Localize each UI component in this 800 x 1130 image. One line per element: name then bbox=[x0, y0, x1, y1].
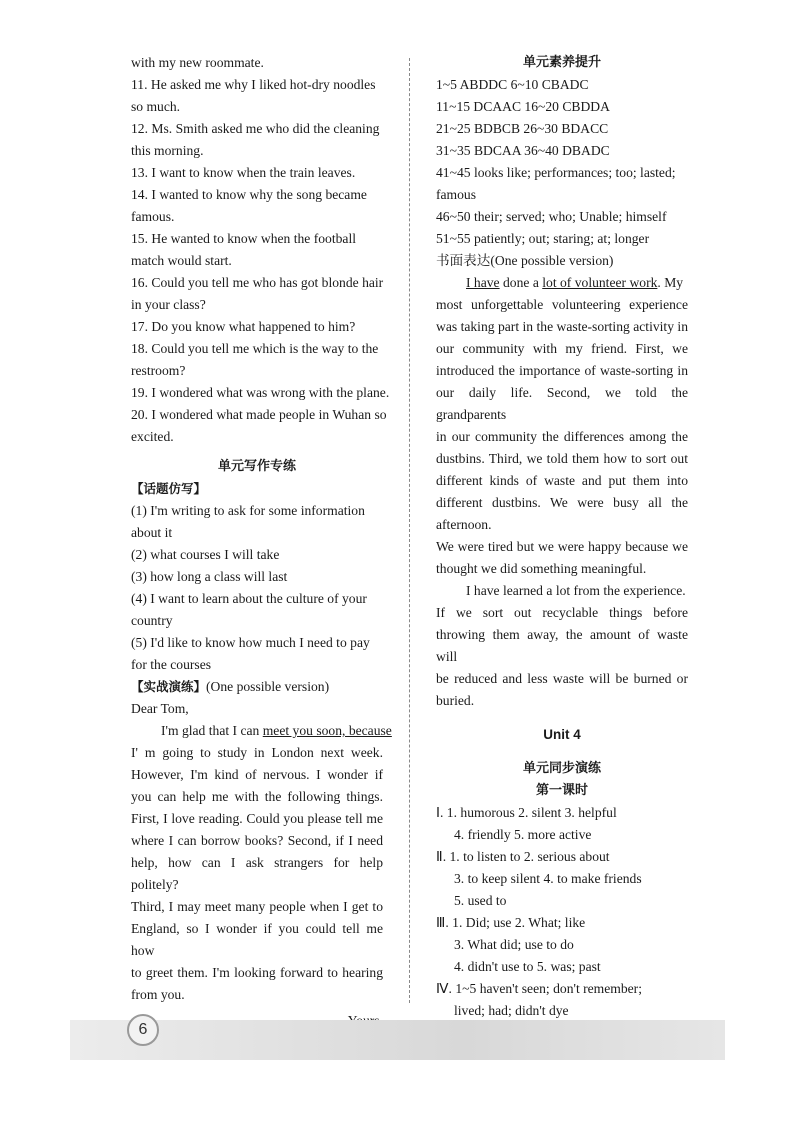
topic-line: about it bbox=[131, 525, 173, 540]
letter-line: However, I'm kind of nervous. I wonder if bbox=[131, 767, 383, 782]
essay-line: We were tired but we were happy because we bbox=[436, 539, 688, 554]
answer-line: this morning. bbox=[131, 143, 204, 158]
essay2-first: I have learned a lot from the experience. bbox=[466, 583, 686, 598]
answer-line: 14. I wanted to know why the song became bbox=[131, 187, 367, 202]
exercise-line: 3. to keep silent 4. to make friends bbox=[454, 871, 642, 886]
page-number: 6 bbox=[127, 1014, 159, 1046]
column-divider bbox=[409, 58, 410, 1003]
topic-line: for the courses bbox=[131, 657, 212, 672]
essay-text: done a bbox=[499, 275, 543, 290]
section-heading: 单元素养提升 bbox=[522, 55, 601, 70]
exercise-line: 4. didn't use to 5. was; past bbox=[454, 959, 601, 974]
essay-underlined: lot of volunteer work bbox=[542, 275, 658, 290]
letter-line: where I can borrow books? Second, if I need bbox=[131, 833, 383, 848]
answer-line: 41~45 looks like; performances; too; lasted; bbox=[436, 165, 676, 180]
left-column bbox=[131, 52, 392, 1054]
answer-line: 51~55 patiently; out; staring; at; longer bbox=[436, 231, 650, 246]
answer-line: 1~5 ABDDC 6~10 CBADC bbox=[436, 77, 589, 92]
topic-line: (1) I'm writing to ask for some information bbox=[131, 503, 365, 518]
answer-line: 21~25 BDBCB 26~30 BDACC bbox=[436, 121, 609, 136]
essay-line: dustbins. Third, we told them how to sort out bbox=[436, 451, 688, 466]
unit-title: Unit 4 bbox=[543, 727, 581, 742]
letter-line: Third, I may meet many people when I get to bbox=[131, 899, 383, 914]
essay-line: in our community the differences among the bbox=[436, 429, 688, 444]
exercise-line: Ⅲ. 1. Did; use 2. What; like bbox=[436, 915, 586, 930]
topic-label: 【话题仿写】 bbox=[131, 481, 207, 496]
exercise-line: 3. What did; use to do bbox=[454, 937, 574, 952]
letter-line: from you. bbox=[131, 987, 185, 1002]
exercise-line: Ⅱ. 1. to listen to 2. serious about bbox=[436, 849, 610, 864]
essay-line: throwing them away, the amount of waste will bbox=[436, 627, 688, 664]
letter-line: England, so I wonder if you could tell me how bbox=[131, 921, 383, 958]
essay-line: most unforgettable volunteering experience bbox=[436, 297, 688, 312]
answer-line: in your class? bbox=[131, 297, 206, 312]
essay-line: be reduced and less waste will be burned or bbox=[436, 671, 688, 686]
letter-first-text: I'm glad that I can bbox=[161, 723, 263, 738]
essay-underlined: I have bbox=[466, 275, 500, 290]
answer-line: 16. Could you tell me who has got blonde hair bbox=[131, 275, 384, 290]
answer-line: famous. bbox=[131, 209, 175, 224]
answer-line: 11~15 DCAAC 16~20 CBDDA bbox=[436, 99, 610, 114]
answer-line: so much. bbox=[131, 99, 181, 114]
right-column bbox=[436, 52, 688, 1044]
essay-line: was taking part in the waste-sorting activity in bbox=[436, 319, 688, 334]
answer-line: 18. Could you tell me which is the way to the bbox=[131, 341, 379, 356]
essay-first-line bbox=[436, 272, 688, 294]
writing-heading: 单元写作专练 bbox=[217, 459, 296, 474]
letter-line: I' m going to study in London next week. bbox=[131, 745, 383, 760]
answer-line: match would start. bbox=[131, 253, 232, 268]
practice-suffix: (One possible version) bbox=[206, 679, 330, 694]
exercise-line: Ⅳ. 1~5 haven't seen; don't remember; bbox=[436, 981, 642, 996]
practice-title bbox=[131, 676, 383, 698]
answer-line: 19. I wondered what was wrong with the plane. bbox=[131, 385, 390, 400]
answer-line: excited. bbox=[131, 429, 174, 444]
letter-line: help, how can I ask strangers for help politely? bbox=[131, 855, 383, 892]
practice-label: 【实战演练】 bbox=[131, 679, 207, 694]
letter-first-line bbox=[131, 720, 392, 742]
answer-line: 12. Ms. Smith asked me who did the cleaning bbox=[131, 121, 380, 136]
answer-line: with my new roommate. bbox=[131, 55, 264, 70]
exercise-line: 4. friendly 5. more active bbox=[454, 827, 592, 842]
exercise-line: 5. used to bbox=[454, 893, 507, 908]
topic-line: (5) I'd like to know how much I need to pay bbox=[131, 635, 370, 650]
answer-line: 20. I wondered what made people in Wuhan so bbox=[131, 407, 387, 422]
essay-line: introduced the importance of waste-sorting in bbox=[436, 363, 688, 378]
answer-line: 46~50 their; served; who; Unable; himself bbox=[436, 209, 667, 224]
letter-first-underlined: meet you soon, because bbox=[262, 723, 392, 738]
footer-bar bbox=[70, 1020, 725, 1060]
letter-greeting: Dear Tom, bbox=[131, 701, 189, 716]
essay-line: our community with my friend. First, we bbox=[436, 341, 688, 356]
answer-line: 11. He asked me why I liked hot-dry noodles bbox=[131, 77, 376, 92]
essay-line: buried. bbox=[436, 693, 475, 708]
letter-line: First, I love reading. Could you please tell me bbox=[131, 811, 383, 826]
lesson-heading: 第一课时 bbox=[535, 783, 588, 798]
answer-line: 17. Do you know what happened to him? bbox=[131, 319, 356, 334]
letter-line: to greet them. I'm looking forward to hearing bbox=[131, 965, 383, 980]
topic-line: (4) I want to learn about the culture of your bbox=[131, 591, 367, 606]
essay-line: thought we did something meaningful. bbox=[436, 561, 647, 576]
answer-line: 31~35 BDCAA 36~40 DBADC bbox=[436, 143, 610, 158]
exercise-line: Ⅰ. 1. humorous 2. silent 3. helpful bbox=[436, 805, 617, 820]
essay-line: different kinds of waste and put them into bbox=[436, 473, 688, 488]
essay-text: . My bbox=[657, 275, 684, 290]
written-label: 书面表达(One possible version) bbox=[436, 253, 614, 268]
answer-line: famous bbox=[436, 187, 477, 202]
topic-line: (2) what courses I will take bbox=[131, 547, 280, 562]
sync-heading: 单元同步演练 bbox=[522, 761, 601, 776]
topic-line: (3) how long a class will last bbox=[131, 569, 288, 584]
answer-line: restroom? bbox=[131, 363, 186, 378]
essay-line: our daily life. Second, we told the grandparents bbox=[436, 385, 688, 422]
exercise-line: lived; had; didn't dye bbox=[454, 1003, 569, 1018]
letter-line: you can help me with the following things. bbox=[131, 789, 383, 804]
topic-line: country bbox=[131, 613, 173, 628]
essay-line: different dustbins. We were busy all the afternoon. bbox=[436, 495, 688, 532]
answer-line: 13. I want to know when the train leaves. bbox=[131, 165, 356, 180]
essay-line: If we sort out recyclable things before bbox=[436, 605, 688, 620]
answer-line: 15. He wanted to know when the football bbox=[131, 231, 357, 246]
